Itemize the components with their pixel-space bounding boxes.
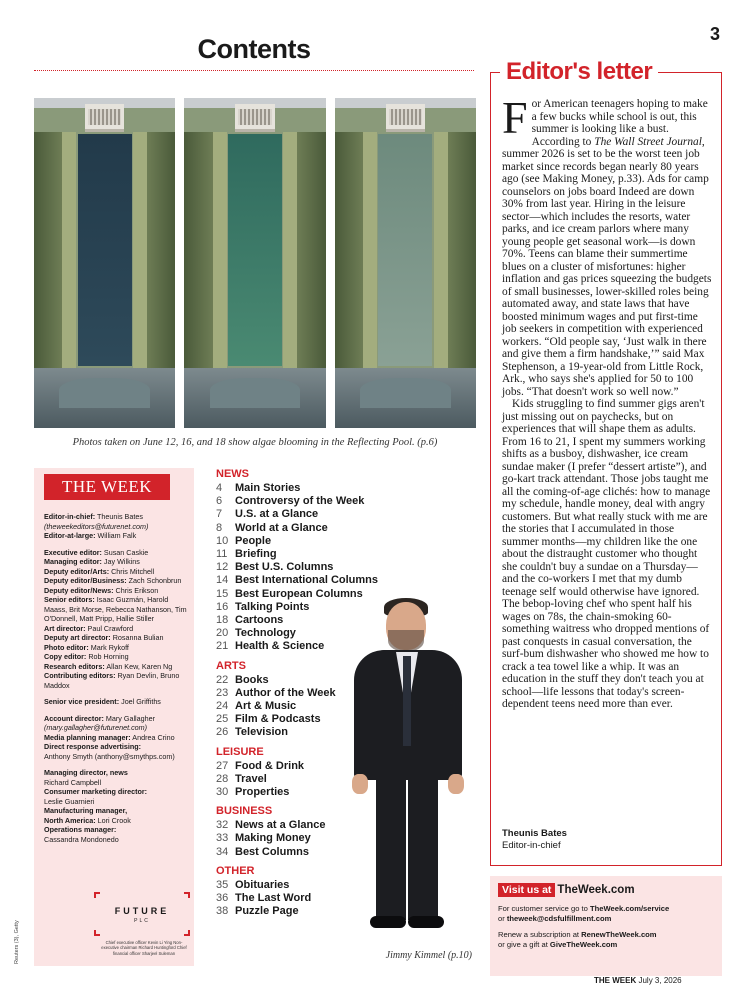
staff-role: Managing editor: <box>44 557 102 566</box>
staff-role: Research editors: <box>44 661 105 671</box>
editor-letter-body <box>502 92 712 711</box>
page-ref: 21 <box>216 640 229 653</box>
photo-caption: Photos taken on June 12, 16, and 18 show algae blooming in the Reflecting Pool. (p.6) <box>72 437 438 448</box>
staff-group <box>44 768 190 844</box>
contents-label: Film & Podcasts <box>235 713 321 726</box>
staff-line <box>44 557 190 567</box>
staff-line <box>44 633 190 643</box>
contents-label: Television <box>235 726 288 739</box>
contents-label: Puzzle Page <box>235 905 299 918</box>
page-ref: 4 <box>216 482 223 494</box>
contents-label: People <box>235 534 272 547</box>
staff-name: Isaac Guzmán, Harold Maass, Brit Morse, Rebecca Nathanson, Tim O'Donnell, Matt Pripp, Hallie Stiller <box>44 595 187 623</box>
page-ref: 22 <box>216 673 229 686</box>
staff-name: Mary Gallagher <box>105 713 156 723</box>
page-ref: 6 <box>216 495 223 508</box>
contents-label: Travel <box>235 772 267 785</box>
editor-signature <box>502 828 567 852</box>
staff-role: Account director: <box>44 713 104 723</box>
contents-title: Contents <box>197 34 311 64</box>
staff-role: Editor-in-chief: <box>44 512 96 521</box>
masthead-box <box>34 468 194 966</box>
contents-label: U.S. at a Glance <box>235 508 319 521</box>
staff-name: Leslie Guarnieri <box>44 796 95 806</box>
the-week-logo: THE WEEK <box>44 474 170 500</box>
page-ref: 18 <box>216 614 229 627</box>
staff-line <box>44 768 190 778</box>
future-credits: Chief executive officer Kevin Li Ying Non-executive chairman Richard Huntingford Chief financial officer Sharjeel Suleman <box>101 940 187 956</box>
staff-role: Deputy editor/Business: <box>44 576 127 585</box>
future-logo-name: FUTURE <box>114 906 170 916</box>
reflecting-pool-photo-june-18 <box>335 98 476 428</box>
page-ref: 10 <box>216 534 229 547</box>
gift-link[interactable]: GiveTheWeek.com <box>549 940 618 949</box>
future-plc-logo <box>94 892 190 936</box>
staff-list <box>44 512 190 851</box>
contents-label: Author of the Week <box>235 686 336 699</box>
customer-service-email[interactable]: theweek@cdsfulfillment.com <box>506 914 612 923</box>
staff-line <box>44 714 190 724</box>
staff-name: Paul Crawford <box>87 623 134 633</box>
staff-line <box>44 787 190 797</box>
page-ref: 26 <box>216 726 229 739</box>
staff-role: Deputy editor/Arts: <box>44 566 110 576</box>
staff-line <box>44 548 190 558</box>
renew-link[interactable]: RenewTheWeek.com <box>581 930 657 939</box>
page-ref: 27 <box>216 759 229 772</box>
contents-item[interactable] <box>216 508 396 521</box>
staff-line <box>44 522 190 532</box>
staff-role: Manufacturing manager, <box>44 806 128 815</box>
staff-line <box>44 778 190 788</box>
staff-name: Rob Horning <box>88 652 129 661</box>
staff-role: Media planning manager: <box>44 732 131 742</box>
staff-name: Jay Wilkins <box>103 557 140 566</box>
contents-label: Controversy of the Week <box>235 495 365 508</box>
staff-name: William Falk <box>97 531 137 540</box>
staff-name: Ryan Devlin, Bruno Maddox <box>44 671 180 690</box>
staff-role: Deputy art director: <box>44 633 111 642</box>
staff-line <box>44 576 190 586</box>
staff-group <box>44 714 190 762</box>
staff-role: Photo editor: <box>44 642 89 652</box>
contents-label: World at a Glance <box>235 521 328 534</box>
staff-line <box>44 797 190 807</box>
staff-role: North America: <box>44 815 96 825</box>
page-ref: 38 <box>216 905 229 918</box>
page-ref: 25 <box>216 713 229 726</box>
staff-line <box>44 624 190 634</box>
staff-role: Senior editors: <box>44 595 95 604</box>
customer-service-link[interactable]: TheWeek.com/service <box>590 904 670 913</box>
contents-label: Best U.S. Columns <box>235 561 334 574</box>
staff-name: Susan Caskie <box>103 547 149 557</box>
staff-line <box>44 567 190 577</box>
staff-line <box>44 835 190 845</box>
contents-label: Main Stories <box>235 482 301 494</box>
staff-line <box>44 586 190 596</box>
staff-role: Editor-at-large: <box>44 531 96 540</box>
footer-brand: THE WEEK <box>594 976 637 985</box>
staff-group <box>44 548 190 691</box>
staff-name: Anthony Smyth (anthony@smythps.com) <box>44 751 175 761</box>
staff-name: Allan Kew, Karen Ng <box>106 661 173 671</box>
page-ref: 33 <box>216 832 229 845</box>
visit-us-label: Visit us at <box>498 883 555 897</box>
page-footer <box>594 976 682 985</box>
contents-label: Briefing <box>235 548 277 561</box>
contents-label: Making Money <box>235 832 311 845</box>
page-ref: 36 <box>216 892 229 905</box>
signature-role: Editor-in-chief <box>502 840 561 851</box>
jimmy-kimmel-photo <box>346 598 470 934</box>
reflecting-pool-photo-june-16 <box>184 98 325 428</box>
signature-name: Theunis Bates <box>502 828 567 839</box>
staff-line <box>44 512 190 522</box>
page-ref: 16 <box>216 600 229 613</box>
staff-line <box>44 825 190 835</box>
staff-name: (theweekeditors@futurenet.com) <box>44 521 149 531</box>
photo-credit: Reuters (3), Getty <box>14 920 20 964</box>
contents-label: Technology <box>235 627 296 640</box>
contents-label: Best Columns <box>235 845 309 858</box>
staff-name: Richard Campbell <box>44 777 102 787</box>
reflecting-pool-photos <box>34 98 476 428</box>
staff-line <box>44 752 190 762</box>
drop-cap: F <box>502 92 528 143</box>
staff-line <box>44 816 190 826</box>
staff-name: Theunis Bates <box>96 512 143 521</box>
staff-line <box>44 671 190 690</box>
staff-role: Art director: <box>44 623 86 633</box>
staff-name: Zach Schonbrun <box>128 576 182 585</box>
contents-label: Best European Columns <box>235 587 363 600</box>
figure-caption: Jimmy Kimmel (p.10) <box>385 950 472 961</box>
contents-label: Best International Columns <box>235 574 379 587</box>
page-ref: 12 <box>216 561 229 574</box>
page-ref: 32 <box>216 819 229 832</box>
contents-label: News at a Glance <box>235 819 326 832</box>
staff-group <box>44 697 190 707</box>
contents-label: Talking Points <box>235 600 310 613</box>
staff-name: Andrea Crino <box>132 732 175 742</box>
editor-letter-title: Editor's letter <box>500 58 658 86</box>
page-ref: 20 <box>216 627 229 640</box>
contents-label: Health & Science <box>235 640 325 653</box>
contents-item[interactable] <box>216 561 396 574</box>
staff-role: Deputy editor/News: <box>44 585 114 595</box>
contents-item[interactable] <box>216 522 396 535</box>
page-ref: 24 <box>216 700 229 713</box>
staff-role: Copy editor: <box>44 652 87 661</box>
page-ref: 14 <box>216 574 229 587</box>
section-heading: NEWS <box>216 468 249 480</box>
contents-item[interactable] <box>216 535 396 548</box>
staff-line <box>44 531 190 541</box>
page-ref: 34 <box>216 845 229 858</box>
page-ref: 8 <box>216 521 223 534</box>
contents-item[interactable] <box>216 495 396 508</box>
section-heading: BUSINESS <box>216 805 273 818</box>
contents-item[interactable] <box>216 548 396 561</box>
staff-name: Lori Crook <box>97 815 131 825</box>
section-heading: ARTS <box>216 659 246 672</box>
visit-us-box: Visit us at TheWeek.com For customer service go to TheWeek.com/service or theweek@cdsfulfillment.com Renew a subscription at RenewTheWeek.com or give a gift at GiveTheWeek.com <box>490 876 722 976</box>
staff-line <box>44 595 190 624</box>
contents-label: Obituaries <box>235 878 290 891</box>
page-number: 3 <box>710 24 721 44</box>
staff-role: Consumer marketing director: <box>44 787 148 796</box>
contents-label: Books <box>235 673 269 686</box>
page-ref: 23 <box>216 686 229 699</box>
footer-date: July 3, 2026 <box>638 976 682 985</box>
staff-role: Operations manager: <box>44 825 117 834</box>
staff-role: Direct response advertising: <box>44 742 142 751</box>
contents-label: Properties <box>235 786 290 799</box>
staff-role: Contributing editors: <box>44 671 116 680</box>
staff-role: Managing director, news <box>44 768 128 777</box>
reflecting-pool-photo-june-12 <box>34 98 175 428</box>
section-heading: LEISURE <box>216 745 264 758</box>
staff-line <box>44 652 190 662</box>
staff-name: Chris Erikson <box>115 585 159 595</box>
website-link[interactable]: TheWeek.com <box>557 884 635 896</box>
page-ref: 28 <box>216 772 229 785</box>
staff-group <box>44 512 190 541</box>
contents-label: Art & Music <box>235 700 297 713</box>
staff-line <box>44 742 190 752</box>
page-ref: 35 <box>216 878 229 891</box>
page-ref: 15 <box>216 587 229 600</box>
staff-line <box>44 697 190 707</box>
staff-name: (mary.gallagher@futurenet.com) <box>44 723 148 732</box>
section-heading: OTHER <box>216 864 255 877</box>
staff-name: Mark Rykoff <box>90 642 129 652</box>
letter-paragraph-1: For American teenagers hoping to make a few bucks while school is out, this summer is looking like a bust. According to The Wall Street Journal, summer 2026 is set to be the worst teen job market since records began nearly 80 years ago (see Making Money, p.33). Ads for camp counselors on jobs board Indeed are down 30% from last year. Hiring in the leisure sector—which includes the resorts, water parks, and ice cream parlors where many young people get seasonal work—is down 70%. Teens can blame their summertime blues on a cluster of misfortunes: higher inflation and gas prices squeezing the budgets of small businesses, lower-skilled roles being automated away, and state laws that have boosted minimum wages and put first-time job seekers in competition with experienced workers. “Old people say, ‘Just walk in there and give them a firm handshake,’” said Max Stephenson, a 19-year-old from Little Rock, Ark., who says she's applied for 50 to 100 jobs. “That doesn't work so well now.” <box>502 92 712 398</box>
letter-paragraph-2: Kids struggling to find summer gigs aren't just missing out on paychecks, but on experiences that will shape them as adults. From 16 to 21, I spent my summers working shifts as a busboy, dishwasher, ice cream sundae maker (I prefer “dessert artiste”), and go-kart track attendant. Those jobs taught me all the coming-of-age clichés: how to manage my schedule, handle money, deal with angry customers. But what really stuck with me are the stories that I accumulated in those summer months—my children like the one about the distraught customer who thought she couldn't buy a sundae on a Thursday—and the co-workers I met that my dumb teenage self would otherwise have ignored. The bebop-loving chef who spent half his wages on 78s, the chain-smoking 60-something waitress who dropped mentions of past conquests in casual conversation, the surf-bum dishwasher who showed me how to crack a tea towel like a whip. It was an education in the stuff they don't teach you at school—life lessons that today's screen-dependent teens need more than ever. <box>502 398 711 710</box>
staff-line <box>44 643 190 653</box>
source-title: The Wall Street Journal <box>594 135 702 148</box>
staff-name: Chris Mitchell <box>111 566 155 576</box>
staff-name: Cassandra Mondonedo <box>44 834 119 844</box>
page-ref: 30 <box>216 786 229 799</box>
staff-name: Rosanna Bulian <box>112 633 164 642</box>
contents-item[interactable] <box>216 574 396 587</box>
contents-label: The Last Word <box>235 892 312 905</box>
contents-item[interactable] <box>216 482 396 495</box>
staff-line <box>44 662 190 672</box>
staff-line <box>44 733 190 743</box>
staff-role: Executive editor: <box>44 547 102 557</box>
contents-divider <box>34 70 474 71</box>
staff-role: Senior vice president: <box>44 697 120 706</box>
page-ref: 11 <box>216 548 228 561</box>
staff-line <box>44 723 190 733</box>
staff-line <box>44 806 190 816</box>
page-ref: 7 <box>216 508 223 521</box>
contents-label: Cartoons <box>235 614 284 627</box>
staff-name: Joel Griffiths <box>121 697 161 706</box>
contents-label: Food & Drink <box>235 759 305 772</box>
future-logo-plc: PLC <box>134 918 150 924</box>
